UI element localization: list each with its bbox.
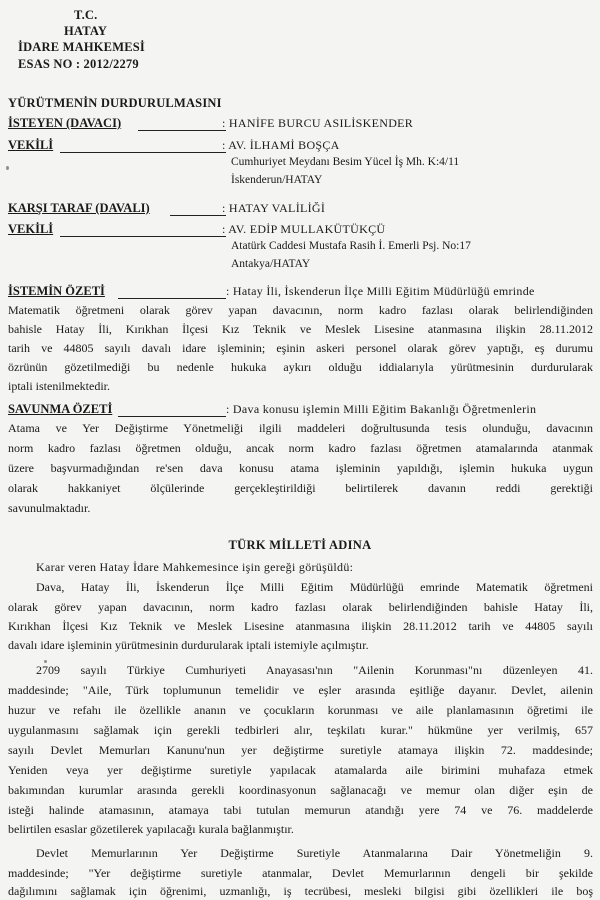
summary-first-line: : Hatay İli, İskenderun İlçe Milli Eğitim Müdürlüğü emrinde — [226, 284, 535, 298]
decision-line: maddesinde; "Aile, Türk toplumunun temelidir ve eşler arasında eşitliğe dayanır. Devlet, ailenin — [8, 683, 593, 697]
plaintiff-attorney-underline — [60, 152, 226, 153]
decision-line: isteği halinde atamasının, atamaya tabi tutulan memurun atandığı yere 74 ve 76. maddelerde — [8, 803, 593, 817]
decision-line: huzur ve refahı ile özellikle ananın ve çocukların korunması ve aile planlamasının öğretimi ile — [8, 703, 593, 717]
header-city: HATAY — [64, 24, 108, 38]
plaintiff-attorney-value: : AV. İLHAMİ BOŞÇA — [222, 138, 340, 152]
plaintiff-attorney-label: VEKİLİ — [8, 138, 54, 152]
decision-line: bakımından kurumlar arasında gerekli koordinasyonun sağlanacağı ve memur olan diğer eşin de — [8, 783, 593, 797]
defendant-attorney-address-2: Antakya/HATAY — [231, 258, 311, 270]
defense-label: SAVUNMA ÖZETİ — [8, 402, 113, 416]
defendant-value: : HATAY VALİLİĞİ — [222, 201, 326, 215]
plaintiff-label: İSTEYEN (DAVACI) — [8, 116, 122, 130]
defense-first-line: : Dava konusu işlemin Milli Eğitim Bakanlığı Öğretmenlerin — [226, 402, 537, 416]
decision-title: TÜRK MİLLETİ ADINA — [228, 538, 372, 552]
defendant-label: KARŞI TARAF (DAVALI) — [8, 201, 150, 215]
summary-line: iptali istenilmektedir. — [8, 379, 110, 393]
decision-line: sayılı Devlet Memurları Kanunu'nun yer değiştirme suretiyle atamaya ilişkin 72. maddesinde; — [8, 743, 593, 757]
parties-title: YÜRÜTMENİN DURDURULMASINI — [8, 96, 222, 110]
decision-line: dağılımını sağlamak için öğrenimi, uzmanlığı, iş tecrübesi, mesleki bilgisi gibi özellikleri ile boş — [8, 884, 593, 898]
decision-line: maddesinde; "Yer değiştirme suretiyle atanmalar, Devlet Memurlarının dengeli bir şekilde — [8, 866, 593, 880]
summary-line: Matematik öğretmeni olarak görev yapan davacının, norm kadro fazlası olarak belirlendiğinden — [8, 303, 593, 317]
decision-line: Yeniden veya yer değiştirme suretiyle yapılacak atamalarda aile birimini muhafaza etmek — [8, 763, 593, 777]
summary-underline — [118, 298, 226, 299]
decision-line: 2709 sayılı Türkiye Cumhuriyeti Anayasası'nın "Ailenin Korunması"nı düzenleyen 41. — [36, 663, 593, 677]
decision-line: Devlet Memurlarının Yer Değiştirme Suretiyle Atanmalarına Dair Yönetmeliğin 9. — [36, 846, 593, 860]
plaintiff-attorney-address-1: Cumhuriyet Meydanı Besim Yücel İş Mh. K:4/11 — [231, 156, 460, 168]
scan-speck — [44, 660, 47, 663]
decision-line: uygulanmasını sağlamak için gerekli tedbirleri alır, teşkilatı kurar." hükmüne yer verilmiş, 657 — [8, 723, 593, 737]
decision-intro: Karar veren Hatay İdare Mahkemesince işin gereği görüşüldü: — [36, 560, 354, 574]
defendant-underline — [170, 215, 226, 216]
summary-line: tarih ve 44805 sayılı davalı idare işleminin; eşinin askeri personel olarak görev yaptığı, eş durumu — [8, 341, 593, 355]
plaintiff-attorney-address-2: İskenderun/HATAY — [231, 174, 323, 186]
defense-line: üzere başvurmadığından re'sen dava konusu atama işleminin yapıldığı, işlemin hukuka uygun — [8, 461, 593, 475]
defendant-attorney-label: VEKİLİ — [8, 222, 54, 236]
decision-line: Dava, Hatay İli, İskenderun İlçe Milli Eğitim Müdürlüğü emrinde Matematik öğretmeni — [36, 580, 593, 594]
defense-line: norm kadro fazlası öğretmen olduğu, ancak norm kadro fazlası öğretmen atamalarında atanmak — [8, 441, 593, 455]
defendant-attorney-underline — [60, 236, 226, 237]
defense-line: Atama ve Yer Değiştirme Yönetmeliği ilgili maddeleri doğrultusunda tesis olunduğu, davacının — [8, 421, 593, 435]
decision-line: davalı idare işleminin yürütmesinin durdurularak iptali istemiyle açılmıştır. — [8, 638, 369, 652]
summary-line: bahisle Hatay İli, Kırıkhan İlçesi Kız Teknik ve Meslek Lisesine atanmasına ilişkin 28.11.2012 — [8, 322, 593, 336]
decision-line: Kırıkhan İlçesi Kız Teknik ve Meslek Lisesine atanmasına ilişkin 28.11.2012 tarih ve 44805 sayılı — [8, 619, 593, 633]
decision-line: belirtilen esaslar gözetilerek yapılacağı kurala bağlanmıştır. — [8, 822, 294, 836]
scan-speck — [6, 166, 9, 170]
defendant-attorney-address-1: Atatürk Caddesi Mustafa Rasih İ. Emerli Psj. No:17 — [231, 240, 471, 252]
plaintiff-value: : HANİFE BURCU ASILİSKENDER — [222, 116, 414, 130]
defense-line: savunulmaktadır. — [8, 501, 91, 515]
summary-line: özrünün gözetilmediği bu nedenle hukuka aykırı olduğu iddialarıyla yürütmesinin durdurularak — [8, 360, 593, 374]
defendant-attorney-value: : AV. EDİP MULLAKÜTÜKÇÜ — [222, 222, 386, 236]
summary-label: İSTEMİN ÖZETİ — [8, 284, 105, 298]
header-case-no: ESAS NO : 2012/2279 — [18, 57, 139, 71]
plaintiff-underline — [138, 130, 226, 131]
defense-underline — [118, 416, 226, 417]
decision-line: olarak görev yapan davacının, norm kadro fazlası olarak belirlendiğinden bahisle Hatay İli, — [8, 600, 593, 614]
defense-line: olarak hakkaniyet ölçülerinde gerçekleştirildiği belirtilerek davanın reddi gerektiği — [8, 481, 593, 495]
header-tc: T.C. — [74, 8, 98, 22]
header-court: İDARE MAHKEMESİ — [18, 40, 145, 54]
